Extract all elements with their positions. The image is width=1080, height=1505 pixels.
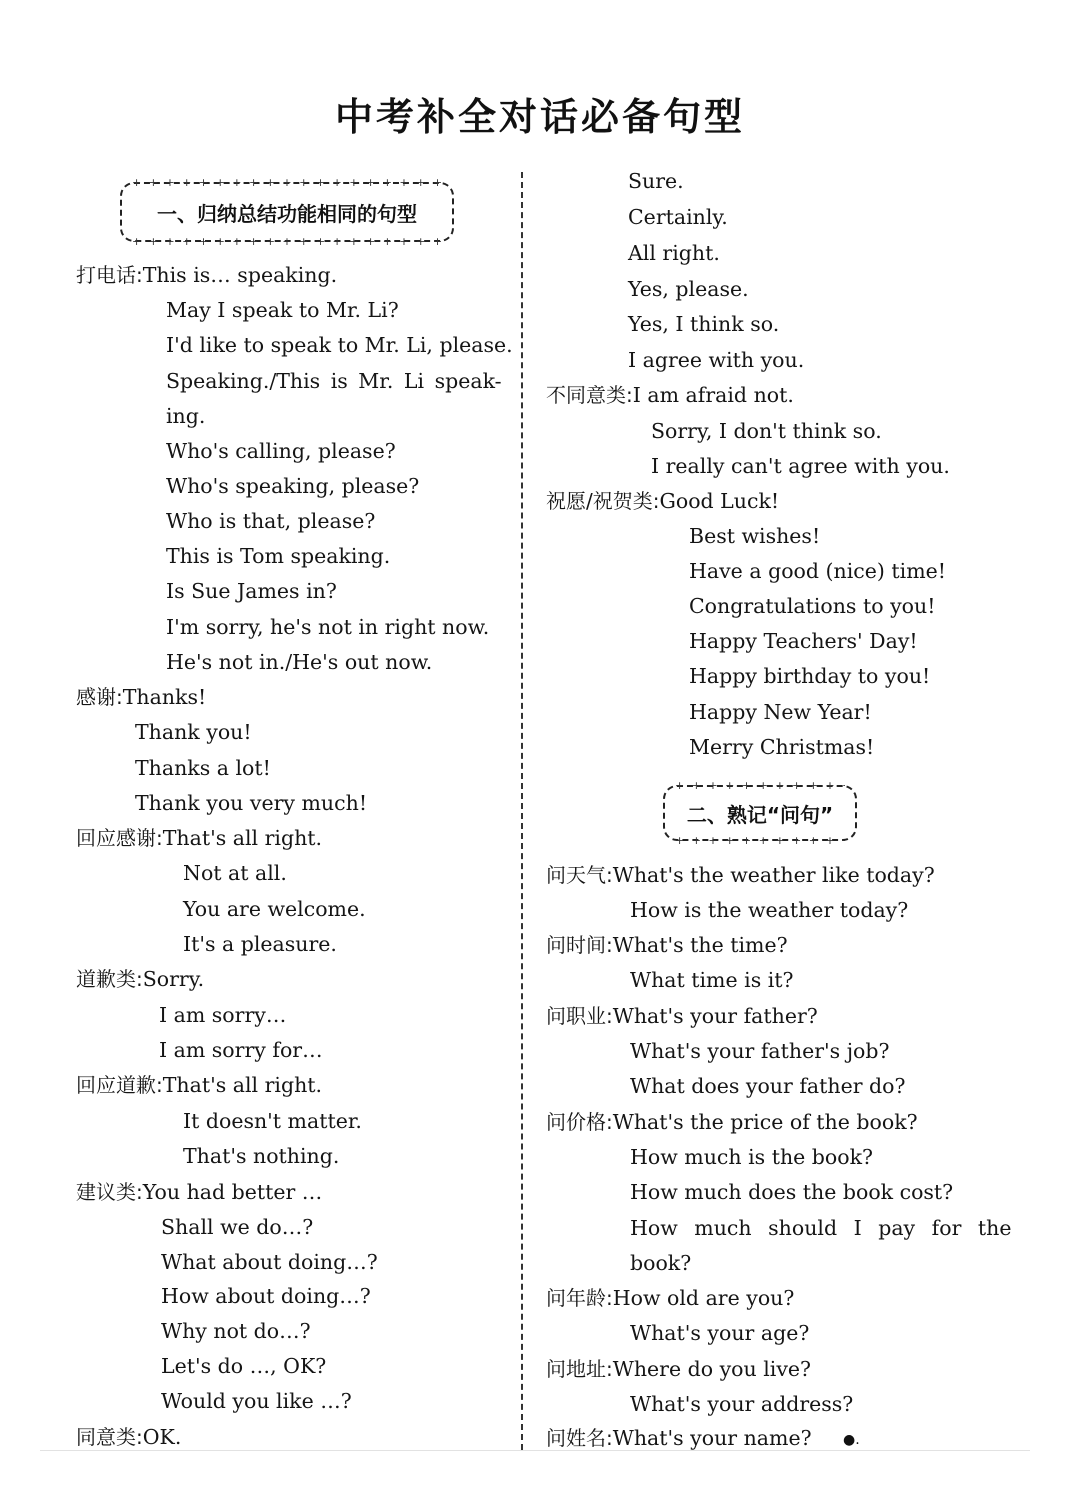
phrase: That's all right. (162, 826, 323, 850)
phrase: Happy New Year! (689, 700, 872, 724)
category-label-disagree: 不同意类: (546, 383, 633, 407)
phone-row (76, 262, 337, 288)
page-title: 中考补全对话必备句型 (334, 95, 745, 139)
phrase: I am afraid not. (632, 383, 794, 407)
address-row (546, 1356, 811, 1382)
agree-row (76, 1424, 181, 1450)
phrase: Merry Christmas! (689, 735, 875, 759)
phrase: Sorry. (142, 967, 205, 991)
phrase: I'd like to speak to Mr. Li, please. (166, 333, 513, 357)
phrase: Who's calling, please? (166, 439, 396, 463)
category-label-agree: 同意类: (76, 1425, 143, 1449)
category-label-apology: 道歉类: (76, 967, 143, 991)
price-row (546, 1109, 918, 1135)
phrase: How is the weather today? (630, 898, 909, 922)
phrase: How much should I pay for the (630, 1216, 1012, 1240)
phrase: What's the time? (612, 933, 788, 957)
phrase: This is Tom speaking. (166, 544, 391, 568)
time-row (546, 932, 788, 958)
category-label-age: 问年龄: (546, 1286, 613, 1310)
category-label-suggestion: 建议类: (76, 1180, 143, 1204)
category-label-reply-apology: 回应道歉: (76, 1073, 163, 1097)
category-label-name: 问姓名: (546, 1426, 613, 1450)
category-label-phone: 打电话: (76, 263, 143, 287)
disagree-row (546, 382, 794, 408)
age-row (546, 1285, 794, 1311)
reply-thanks-row (76, 825, 322, 851)
phrase: Where do you live? (612, 1357, 812, 1381)
phrase: You had better … (142, 1180, 323, 1204)
category-label-reply-thanks: 回应感谢: (76, 826, 163, 850)
phrase: Why not do…? (161, 1319, 311, 1343)
phrase: Good Luck! (659, 489, 780, 513)
section-heading-2: + + + + + + + + + + + + + + + + + + + + + 二、熟记“问句” + + + + + + + + + + + + + + + + + + + + + (663, 785, 857, 841)
phrase: He's not in./He's out now. (166, 650, 433, 674)
phrase: Is Sue James in? (166, 579, 337, 603)
phrase: I'm sorry, he's not in right now. (166, 615, 490, 639)
phrase: It doesn't matter. (183, 1109, 362, 1133)
suggestion-row (76, 1179, 322, 1205)
phrase: Let's do …, OK? (161, 1354, 327, 1378)
phrase: How much does the book cost? (630, 1180, 954, 1204)
phrase: Happy Teachers' Day! (689, 629, 918, 653)
name-row (546, 1425, 812, 1451)
phrase: Certainly. (628, 205, 728, 229)
phrase: What's the price of the book? (612, 1110, 918, 1134)
phrase: Happy birthday to you! (689, 664, 931, 688)
thanks-row (76, 684, 206, 710)
category-label-job: 问职业: (546, 1004, 613, 1028)
phrase: Congratulations to you! (689, 594, 936, 618)
phrase: What's your age? (630, 1321, 810, 1345)
weather-row (546, 862, 935, 888)
phrase: Thank you! (135, 720, 252, 744)
phrase: May I speak to Mr. Li? (166, 298, 399, 322)
phrase: What's the weather like today? (612, 863, 935, 887)
phrase: This is… speaking. (142, 263, 338, 287)
phrase: How old are you? (612, 1286, 795, 1310)
phrase: How much is the book? (630, 1145, 874, 1169)
phrase: What time is it? (630, 968, 794, 992)
phrase: Thanks! (122, 685, 207, 709)
phrase: Sorry, I don't think so. (651, 419, 882, 443)
phrase: How about doing…? (161, 1284, 371, 1308)
phrase: Thank you very much! (135, 791, 368, 815)
phrase: Have a good (nice) time! (689, 559, 947, 583)
category-label-wishes: 祝愿/祝贺类: (546, 489, 660, 513)
phrase: All right. (628, 241, 720, 265)
category-label-time: 问时间: (546, 933, 613, 957)
phrase: book? (630, 1251, 692, 1275)
bottom-rule (40, 1450, 1030, 1451)
section-heading-1: + + + + + + + + + + + + + + + + + + + + + 一、归纳总结功能相同的句型 + + + + + + + + + + + + + + + + + + + + + (120, 182, 454, 242)
phrase: I am sorry for… (159, 1038, 323, 1062)
category-label-weather: 问天气: (546, 863, 613, 887)
phrase: What's your address? (630, 1392, 854, 1416)
phrase: OK. (142, 1425, 182, 1449)
phrase: Sure. (628, 169, 684, 193)
phrase: You are welcome. (183, 897, 366, 921)
job-row (546, 1003, 818, 1029)
phrase: Would you like …? (161, 1389, 352, 1413)
phrase: I am sorry… (159, 1003, 287, 1027)
phrase: It's a pleasure. (183, 932, 337, 956)
stray-dot-mark: ●. (843, 1432, 860, 1448)
reply-apology-row (76, 1072, 322, 1098)
phrase: I really can't agree with you. (651, 454, 950, 478)
phrase: Yes, I think so. (628, 312, 780, 336)
phrase: ing. (166, 404, 206, 428)
category-label-address: 问地址: (546, 1357, 613, 1381)
phrase: What about doing…? (161, 1250, 378, 1274)
phrase: Best wishes! (689, 524, 821, 548)
phrase: Not at all. (183, 861, 287, 885)
phrase: That's all right. (162, 1073, 323, 1097)
phrase: What's your father? (612, 1004, 818, 1028)
column-divider (521, 172, 523, 1450)
phrase: What's your name? (612, 1426, 812, 1450)
category-label-price: 问价格: (546, 1110, 613, 1134)
phrase: Thanks a lot! (135, 756, 271, 780)
phrase: Speaking./This is Mr. Li speak- (166, 369, 502, 393)
phrase: Yes, please. (628, 277, 749, 301)
phrase: Shall we do…? (161, 1215, 314, 1239)
phrase: What's your father's job? (630, 1039, 890, 1063)
phrase: Who's speaking, please? (166, 474, 420, 498)
phrase: I agree with you. (628, 348, 805, 372)
phrase: Who is that, please? (166, 509, 376, 533)
phrase: What does your father do? (630, 1074, 906, 1098)
wishes-row (546, 488, 779, 514)
phrase: That's nothing. (183, 1144, 340, 1168)
category-label-thanks: 感谢: (76, 685, 123, 709)
apology-row (76, 966, 204, 992)
